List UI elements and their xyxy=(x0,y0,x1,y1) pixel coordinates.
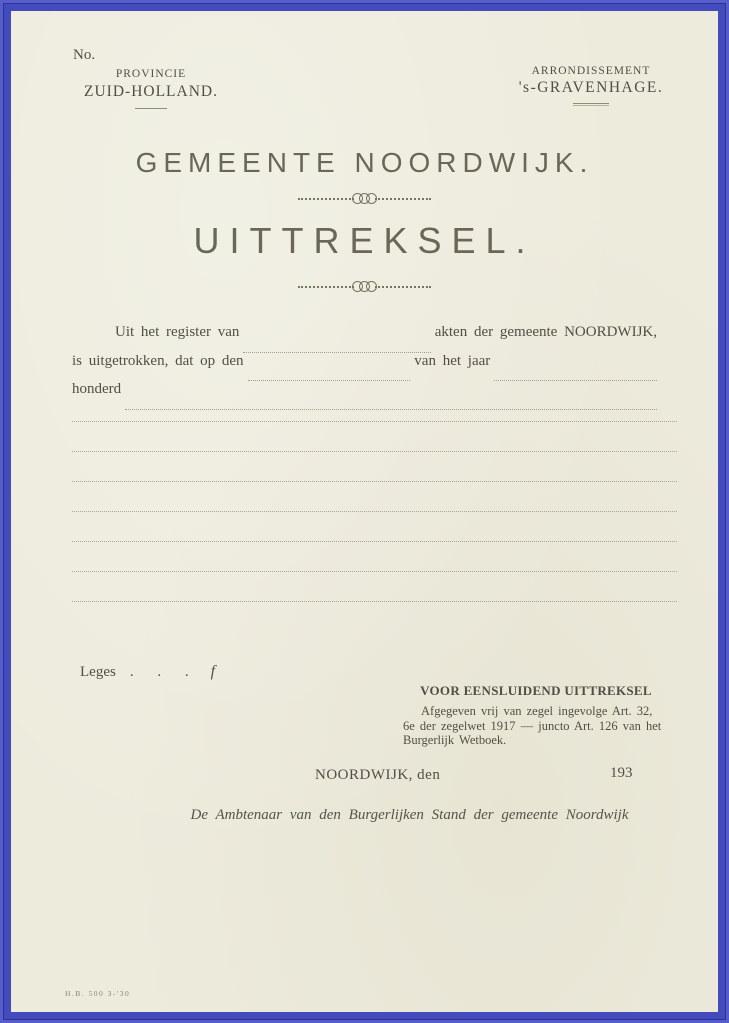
ornament-divider xyxy=(11,193,718,204)
arrondissement-rule xyxy=(573,103,609,106)
ruled-line xyxy=(72,392,677,422)
ornament-dots-right xyxy=(375,286,431,288)
form-line-register xyxy=(72,324,657,353)
document-page xyxy=(11,11,718,1012)
form-line-date xyxy=(72,353,657,382)
ruled-line xyxy=(72,572,677,602)
leges-dots: . . . xyxy=(129,664,199,680)
ruled-line xyxy=(72,542,677,572)
form-line1-suffix: akten der gemeente NOORDWIJK, xyxy=(434,324,657,340)
certification-heading: VOOR EENSLUIDEND UITTREKSEL xyxy=(420,683,652,698)
arrondissement-heading: ARRONDISSEMENT xyxy=(531,65,651,77)
leges-currency-symbol: f xyxy=(210,663,216,680)
arrondissement-name: 's-GRAVENHAGE. xyxy=(518,79,664,96)
printer-code: H.B. 500 3-'30 xyxy=(65,989,131,998)
certification-block xyxy=(403,683,669,748)
ornament-dots-left xyxy=(298,198,354,200)
form-line3-label: honderd xyxy=(72,381,122,397)
register-type-field xyxy=(243,324,430,353)
year-field xyxy=(494,353,657,382)
form-line2-mid-label: van het jaar xyxy=(414,352,491,369)
ruled-line xyxy=(72,482,677,512)
ruled-line xyxy=(72,452,677,482)
date-field xyxy=(248,353,411,382)
document-title: UITTREKSEL. xyxy=(193,220,536,261)
number-label: No. xyxy=(73,47,96,63)
province-heading: PROVINCIE xyxy=(115,68,187,80)
ornament-dots-left xyxy=(298,286,354,288)
form-line2-label: is uitgetrokken, dat op den xyxy=(72,352,244,369)
ruled-line xyxy=(72,512,677,542)
certification-note: Afgegeven vrij van zegel ingevolge Art. 32, 6e der zegelwet 1917 — juncto Art. 126 van het Burgerlijk Wetboek. xyxy=(403,704,662,747)
municipality-title: GEMEENTE NOORDWIJK. xyxy=(135,147,594,178)
form-line1-label: Uit het register van xyxy=(115,324,240,340)
leges-label: Leges xyxy=(80,664,116,680)
signature-title-line: De Ambtenaar van den Burgerlijken Stand der gemeente Noordwijk xyxy=(190,807,629,823)
ornament-dots-right xyxy=(375,198,431,200)
ruled-line xyxy=(72,422,677,452)
place-date-label: NOORDWIJK, den xyxy=(315,767,441,783)
ornament-divider xyxy=(11,281,718,292)
year-prefix: 193 xyxy=(610,765,633,781)
leges-row xyxy=(80,663,215,681)
blank-lines xyxy=(72,392,677,602)
province-name: ZUID-HOLLAND. xyxy=(84,83,218,100)
province-rule xyxy=(135,108,167,109)
